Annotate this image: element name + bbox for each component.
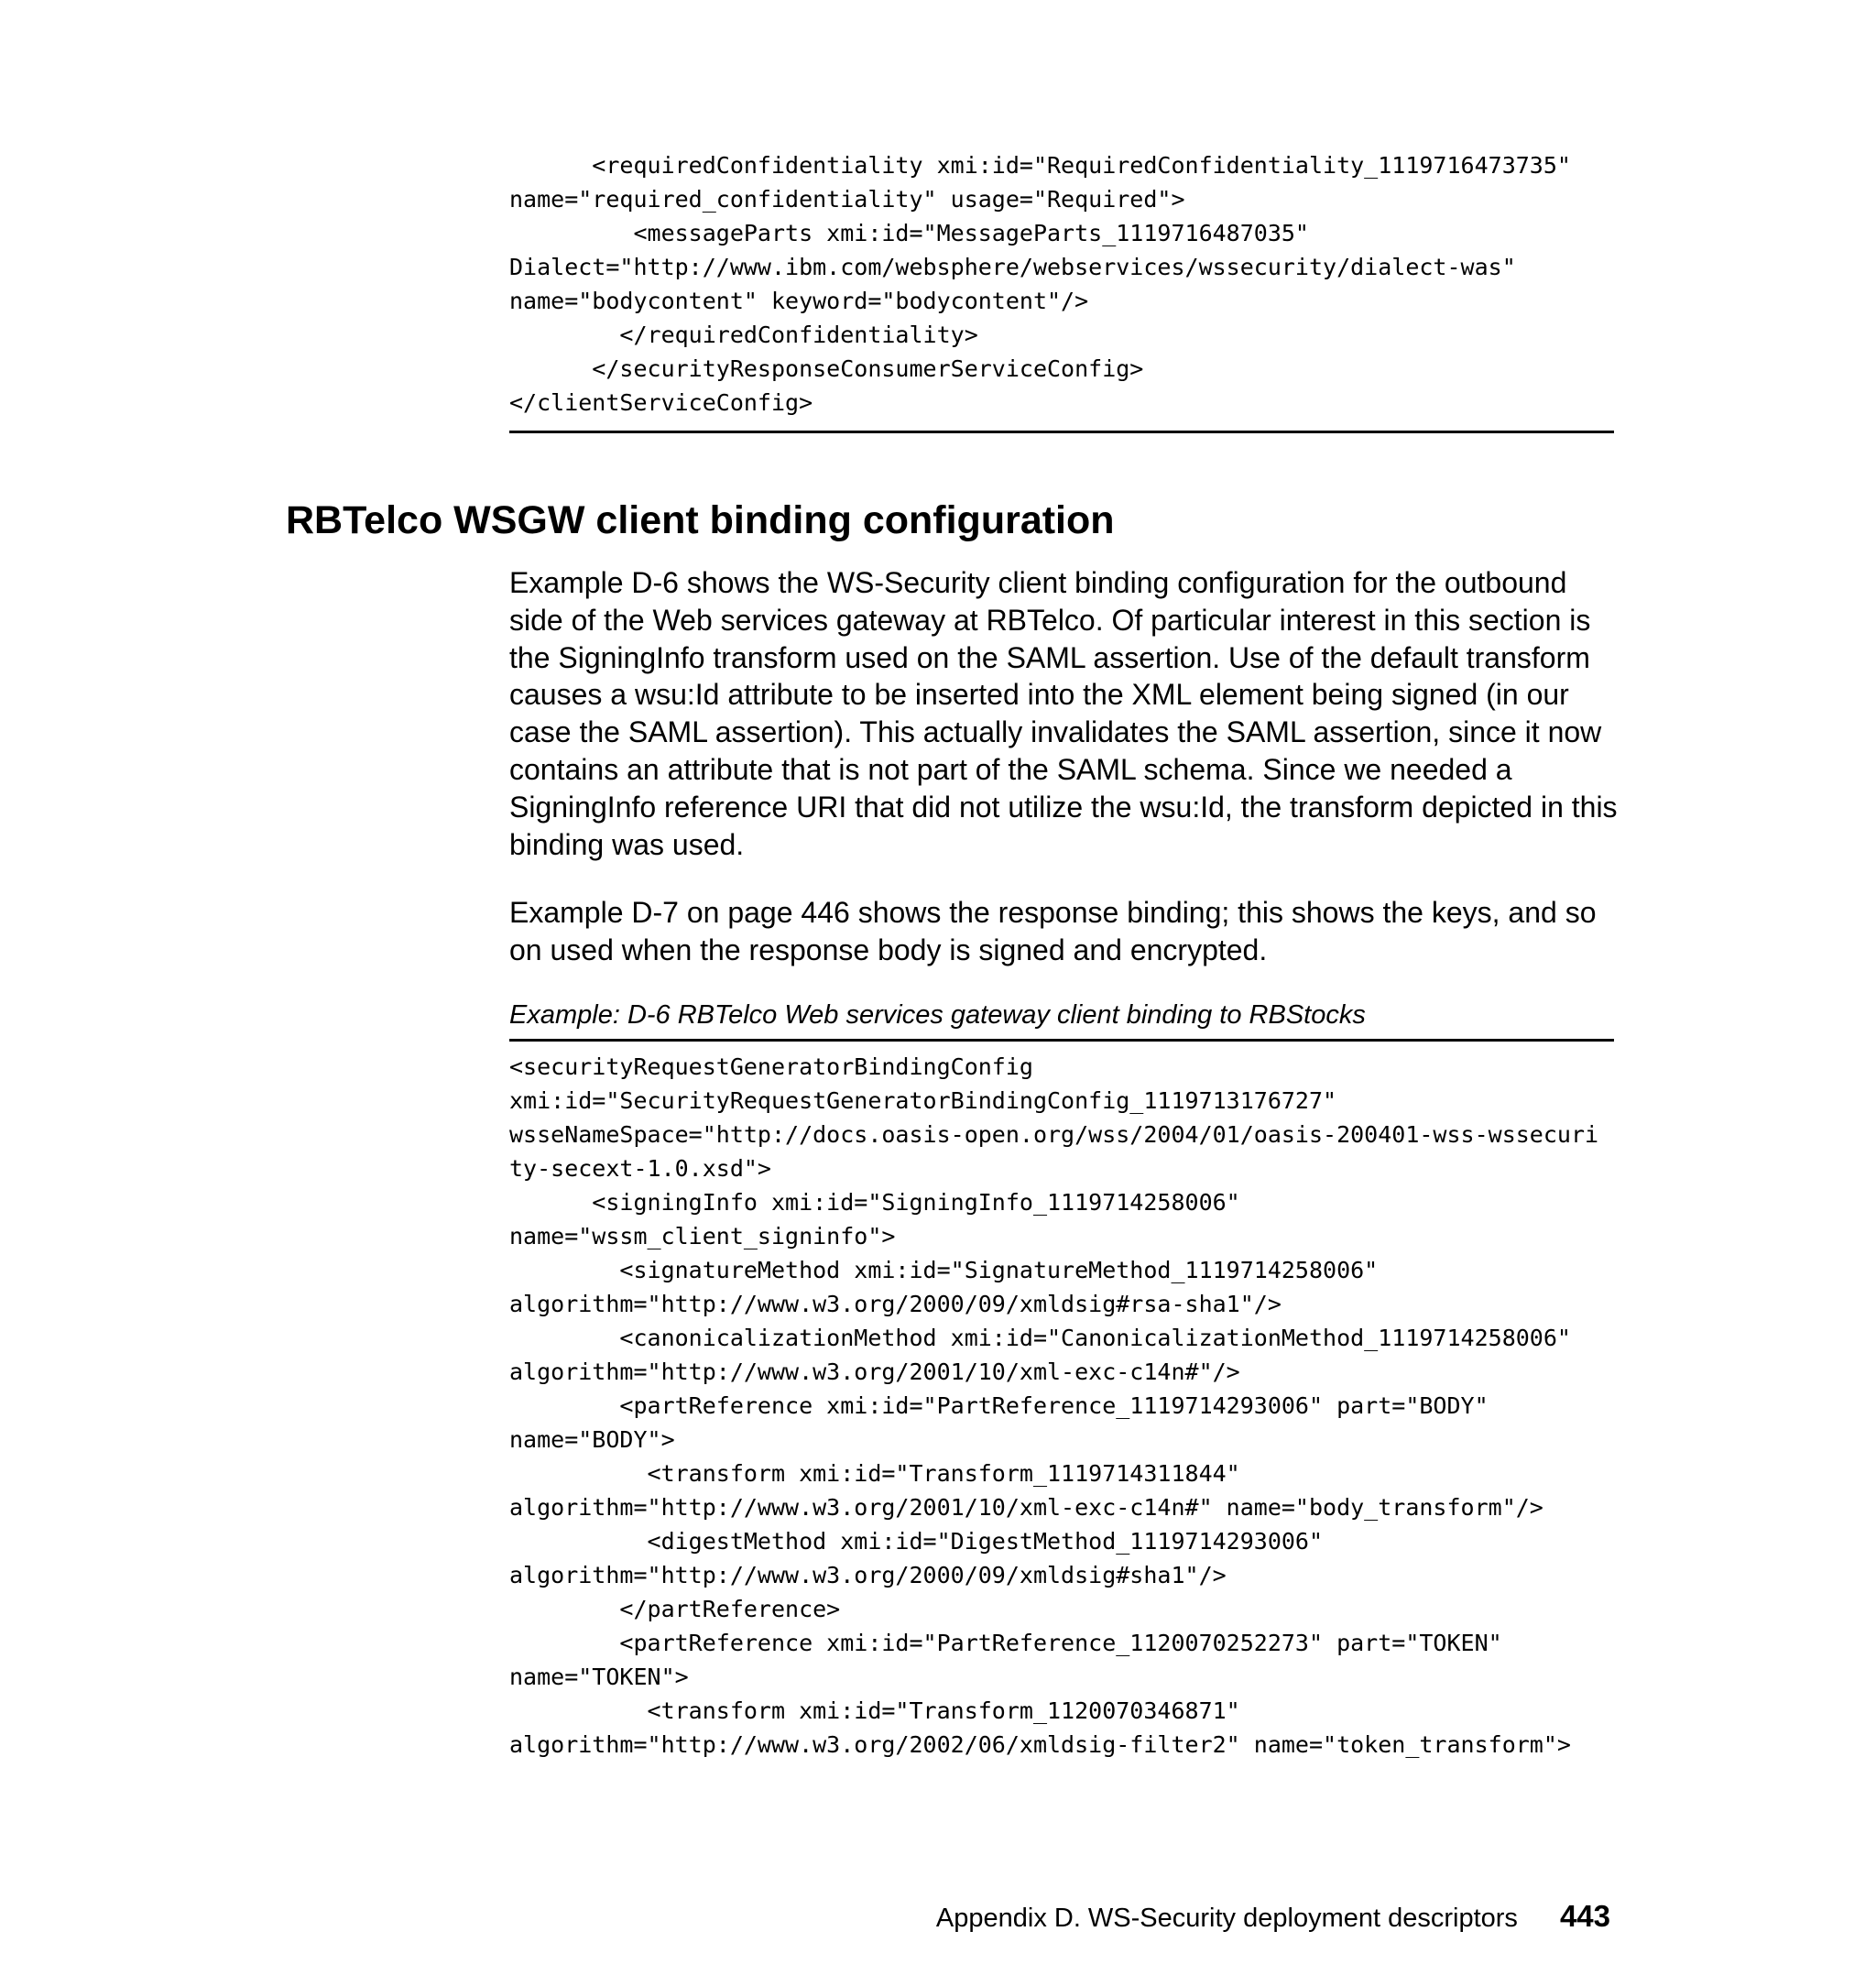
code-line: Dialect="http://www.ibm.com/websphere/webservices/wssecurity/dialect-was" [509,254,1516,280]
code-line: <transform xmi:id="Transform_1119714311844" [509,1460,1240,1487]
code-line: </securityResponseConsumerServiceConfig> [509,355,1144,382]
caption-rule [509,1039,1614,1042]
code-line: <securityRequestGeneratorBindingConfig [509,1053,1033,1080]
code-end-rule [509,431,1614,433]
code-line: ty-secext-1.0.xsd"> [509,1155,771,1182]
code-line: <requiredConfidentiality xmi:id="RequiredConfidentiality_1119716473735" [509,152,1571,179]
code-line: name="TOKEN"> [509,1664,689,1690]
code-line: algorithm="http://www.w3.org/2000/09/xmldsig#sha1"/> [509,1562,1227,1588]
code-line: <signingInfo xmi:id="SigningInfo_1119714258006" [509,1189,1240,1216]
code-line: <canonicalizationMethod xmi:id="CanonicalizationMethod_1119714258006" [509,1325,1571,1351]
code-line: </clientServiceConfig> [509,389,813,416]
code-line: <partReference xmi:id="PartReference_1120070252273" part="TOKEN" [509,1630,1502,1656]
code-line: <signatureMethod xmi:id="SignatureMethod_1119714258006" [509,1257,1379,1283]
code-line: name="required_confidentiality" usage="Required"> [509,186,1185,213]
body-paragraph-1: Example D-6 shows the WS-Security client binding configuration for the outbound side of the Web services gateway at RBTelco. Of particular interest in this section is the SigningInfo transform used on the SAML assertion. Use of the default transform causes a wsu:Id attribute to be inserted into the XML element being signed (in our case the SAML assertion). This actually invalidates the SAML assertion, since it now contains an attribute that is not part of the SAML schema. Since we needed a SigningInfo reference URI that did not utilize the wsu:Id, the transform depicted in this binding was used. [509,566,1618,861]
code-line: algorithm="http://www.w3.org/2000/09/xmldsig#rsa-sha1"/> [509,1291,1282,1317]
code-line: algorithm="http://www.w3.org/2002/06/xmldsig-filter2" name="token_transform"> [509,1731,1571,1758]
example-caption: Example: D-6 RBTelco Web services gateway client binding to RBStocks [509,1000,1366,1030]
code-line: algorithm="http://www.w3.org/2001/10/xml-exc-c14n#" name="body_transform"/> [509,1494,1543,1521]
section-heading: RBTelco WSGW client binding configuration [286,498,1115,542]
example-code-listing [509,1050,1598,1762]
code-line: <messageParts xmi:id="MessageParts_1119716487035" [509,220,1309,246]
code-line: wsseNameSpace="http://docs.oasis-open.org/wss/2004/01/oasis-200401-wss-wssecuri [509,1121,1599,1148]
code-line: <digestMethod xmi:id="DigestMethod_1119714293006" [509,1528,1324,1555]
footer-chapter-title: Appendix D. WS-Security deployment descriptors [935,1904,1518,1933]
code-line: name="bodycontent" keyword="bodycontent"/> [509,288,1089,314]
code-line: algorithm="http://www.w3.org/2001/10/xml-exc-c14n#"/> [509,1359,1240,1385]
body-paragraph-2: Example D-7 on page 446 shows the response binding; this shows the keys, and so on used when the response body is signed and encrypted. [509,896,1597,966]
code-line: </requiredConfidentiality> [509,322,978,348]
code-line: name="BODY"> [509,1426,675,1453]
code-line: <transform xmi:id="Transform_1120070346871" [509,1697,1240,1724]
page-footer [936,1898,1610,1937]
code-listing-continued [509,148,1571,420]
code-line: </partReference> [509,1596,841,1622]
code-line: xmi:id="SecurityRequestGeneratorBindingConfig_1119713176727" [509,1087,1337,1114]
code-line: <partReference xmi:id="PartReference_1119714293006" part="BODY" [509,1392,1489,1419]
page-number: 443 [1559,1899,1610,1933]
code-line: name="wssm_client_signinfo"> [509,1223,896,1249]
